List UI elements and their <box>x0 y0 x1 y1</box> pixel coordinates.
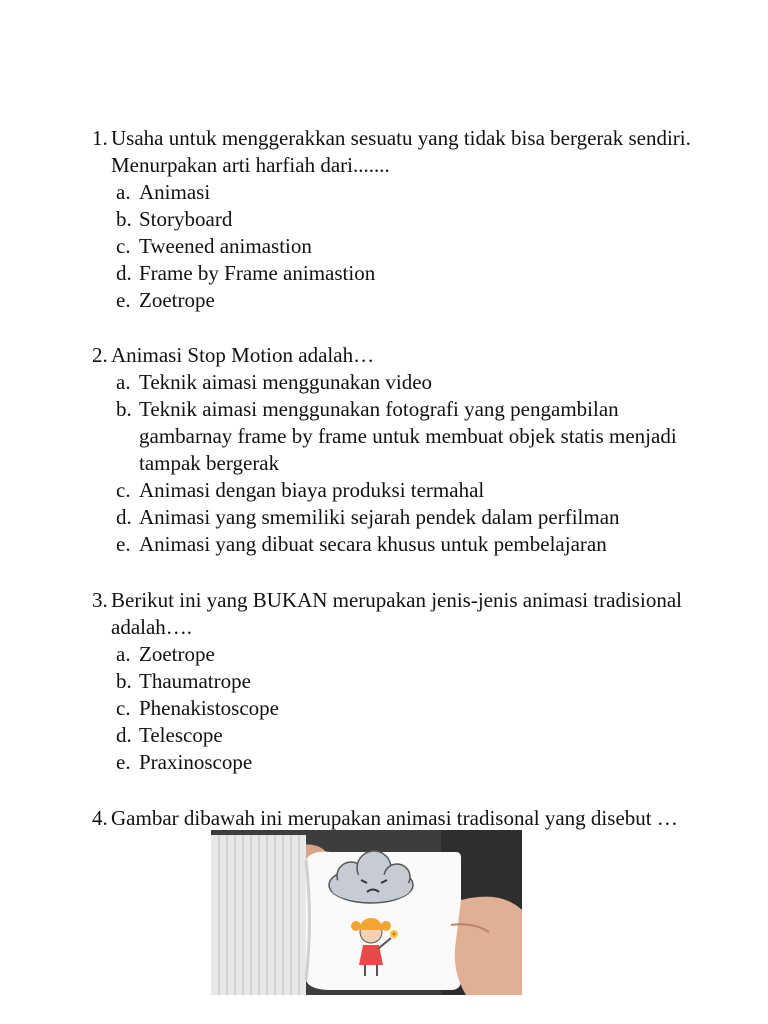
question-4 <box>92 805 692 832</box>
option-letter: e. <box>116 288 131 312</box>
option-text: Teknik aimasi menggunakan video <box>139 370 433 394</box>
option-text: Animasi dengan biaya produksi termahal <box>139 478 485 502</box>
option-d <box>92 504 692 531</box>
option-text: Tweened animastion <box>139 234 312 258</box>
question-number: 2. <box>92 343 108 367</box>
option-letter: d. <box>116 723 132 747</box>
option-a <box>92 179 692 206</box>
question-text-wrapper <box>92 342 692 369</box>
option-list <box>92 179 692 314</box>
option-letter: c. <box>116 478 131 502</box>
option-text: Praxinoscope <box>139 750 253 774</box>
option-letter: d. <box>116 261 132 285</box>
flipbook-photo <box>211 830 522 995</box>
question-2 <box>92 342 692 558</box>
option-letter: c. <box>116 234 131 258</box>
flipbook-illustration <box>211 830 522 995</box>
question-number: 4. <box>92 806 108 830</box>
option-text: Storyboard <box>139 207 233 231</box>
option-text: Phenakistoscope <box>139 696 279 720</box>
option-letter: e. <box>116 532 131 556</box>
option-letter: d. <box>116 505 132 529</box>
question-text: Berikut ini yang BUKAN merupakan jenis-jenis animasi tradisional adalah…. <box>111 588 682 639</box>
option-e <box>92 287 692 314</box>
option-text: Telescope <box>139 723 223 747</box>
option-b <box>92 396 692 477</box>
option-text: Zoetrope <box>139 642 215 666</box>
option-text: Frame by Frame animastion <box>139 261 376 285</box>
question-text: Animasi Stop Motion adalah… <box>111 343 375 367</box>
question-text-wrapper <box>92 587 692 641</box>
question-number: 1. <box>92 126 108 150</box>
question-text: Usaha untuk menggerakkan sesuatu yang tidak bisa bergerak sendiri. Menurpakan arti harfiah dari....... <box>111 126 691 177</box>
option-a <box>92 641 692 668</box>
option-text: Teknik aimasi menggunakan fotografi yang pengambilan gambarnay frame by frame untuk membuat objek statis menjadi tampak bergerak <box>139 397 677 475</box>
option-text: Zoetrope <box>139 288 215 312</box>
option-letter: b. <box>116 397 132 421</box>
option-letter: c. <box>116 696 131 720</box>
option-list <box>92 641 692 776</box>
option-e <box>92 749 692 776</box>
option-letter: a. <box>116 180 131 204</box>
option-letter: a. <box>116 370 131 394</box>
option-d <box>92 722 692 749</box>
option-text: Animasi yang dibuat secara khusus untuk pembelajaran <box>139 532 607 556</box>
option-letter: b. <box>116 669 132 693</box>
flower-icon <box>390 930 398 938</box>
option-a <box>92 369 692 396</box>
option-e <box>92 531 692 558</box>
question-number: 3. <box>92 588 108 612</box>
option-letter: e. <box>116 750 131 774</box>
option-c <box>92 477 692 504</box>
option-d <box>92 260 692 287</box>
option-list <box>92 369 692 558</box>
option-b <box>92 668 692 695</box>
question-text: Gambar dibawah ini merupakan animasi tradisonal yang disebut … <box>111 806 678 830</box>
option-c <box>92 233 692 260</box>
option-text: Thaumatrope <box>139 669 251 693</box>
question-text-wrapper <box>92 125 692 179</box>
option-b <box>92 206 692 233</box>
option-text: Animasi <box>139 180 211 204</box>
option-text: Animasi yang smemiliki sejarah pendek dalam perfilman <box>139 505 620 529</box>
question-text-wrapper <box>92 805 692 832</box>
question-1 <box>92 125 692 314</box>
option-c <box>92 695 692 722</box>
option-letter: b. <box>116 207 132 231</box>
option-letter: a. <box>116 642 131 666</box>
question-3 <box>92 587 692 776</box>
